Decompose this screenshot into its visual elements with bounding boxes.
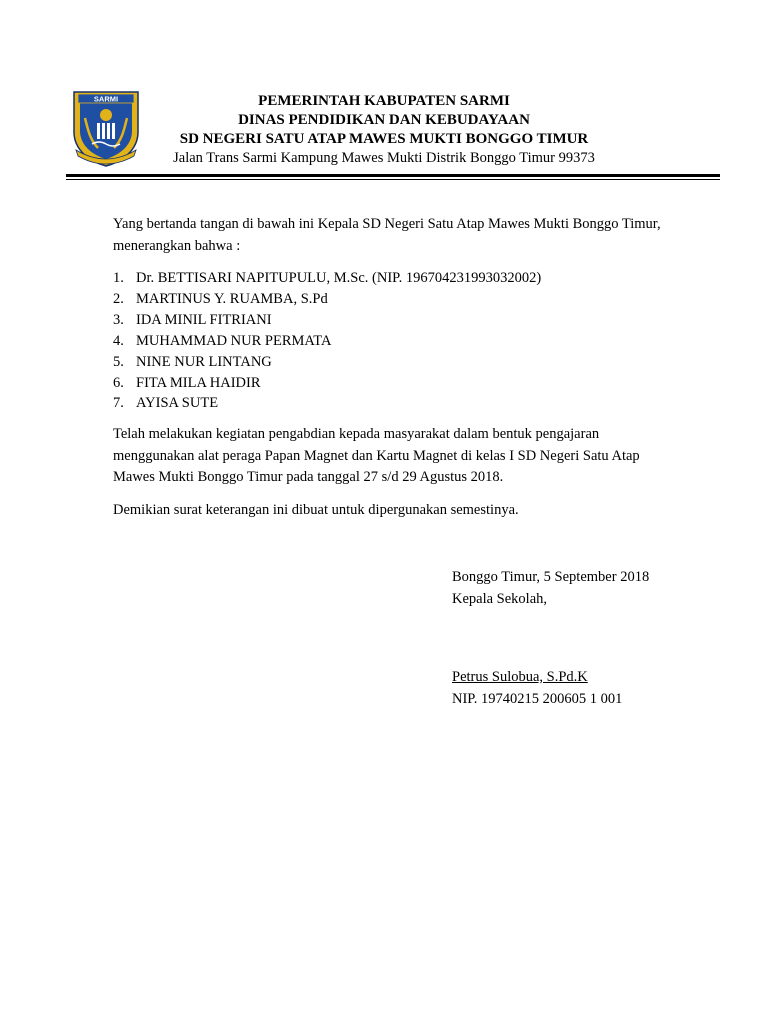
list-item — [113, 373, 541, 394]
list-item-text: IDA MINIL FITRIANI — [136, 311, 272, 328]
list-item — [113, 331, 541, 352]
list-number: 7. — [113, 395, 124, 412]
signature-place-date: Bonggo Timur, 5 September 2018 — [452, 569, 650, 585]
intro-paragraph: Yang bertanda tangan di bawah ini Kepala SD Negeri Satu Atap Mawes Mukti Bonggo Timur, menerangkan bahwa : — [113, 216, 661, 254]
letterhead-divider-thick — [66, 174, 720, 177]
list-item — [113, 289, 541, 310]
letterhead-department: DINAS PENDIDIKAN DAN KEBUDAYAAN — [238, 112, 530, 128]
list-item-text: MARTINUS Y. RUAMBA, S.Pd — [136, 290, 328, 307]
list-number: 6. — [113, 374, 124, 391]
logo-banner-text: SARMI — [93, 94, 119, 104]
signatory-name: Petrus Sulobua, S.Pd.K — [452, 669, 588, 685]
list-item-text: Dr. BETTISARI NAPITUPULU, M.Sc. (NIP. 196704231993032002) — [136, 270, 542, 286]
letterhead-school: SD NEGERI SATU ATAP MAWES MUKTI BONGGO TIMUR — [179, 131, 589, 147]
list-item — [113, 268, 541, 289]
list-number: 2. — [113, 290, 124, 307]
letterhead-government: PEMERINTAH KABUPATEN SARMI — [258, 93, 510, 109]
list-number: 3. — [113, 311, 124, 328]
letterhead-text — [150, 92, 618, 168]
list-number: 4. — [113, 332, 124, 349]
activity-paragraph: Telah melakukan kegiatan pengabdian kepada masyarakat dalam bentuk pengajaran menggunakan alat peraga Papan Magnet dan Kartu Magnet di kelas I SD Negeri Satu Atap Mawes Mukti Bonggo Timur pada tanggal 27 s/d 29 Agustus 2018. — [113, 426, 640, 485]
sarmi-emblem-logo — [70, 88, 142, 168]
list-item-text: NINE NUR LINTANG — [136, 353, 272, 370]
list-number: 1. — [113, 270, 124, 286]
letterhead-divider-thin — [66, 179, 720, 180]
list-item-text: AYISA SUTE — [136, 395, 219, 412]
letterhead-address: Jalan Trans Sarmi Kampung Mawes Mukti Distrik Bonggo Timur 99373 — [173, 150, 595, 166]
list-item-text: MUHAMMAD NUR PERMATA — [136, 332, 332, 349]
signature-role: Kepala Sekolah, — [452, 591, 548, 607]
closing-paragraph: Demikian surat keterangan ini dibuat untuk dipergunakan semestinya. — [113, 502, 519, 518]
signatory-nip: NIP. 19740215 200605 1 001 — [452, 691, 623, 707]
list-number: 5. — [113, 353, 124, 370]
names-list — [113, 268, 541, 414]
list-item — [113, 352, 541, 373]
list-item-text: FITA MILA HAIDIR — [136, 374, 261, 391]
list-item — [113, 310, 541, 331]
list-item — [113, 393, 541, 414]
